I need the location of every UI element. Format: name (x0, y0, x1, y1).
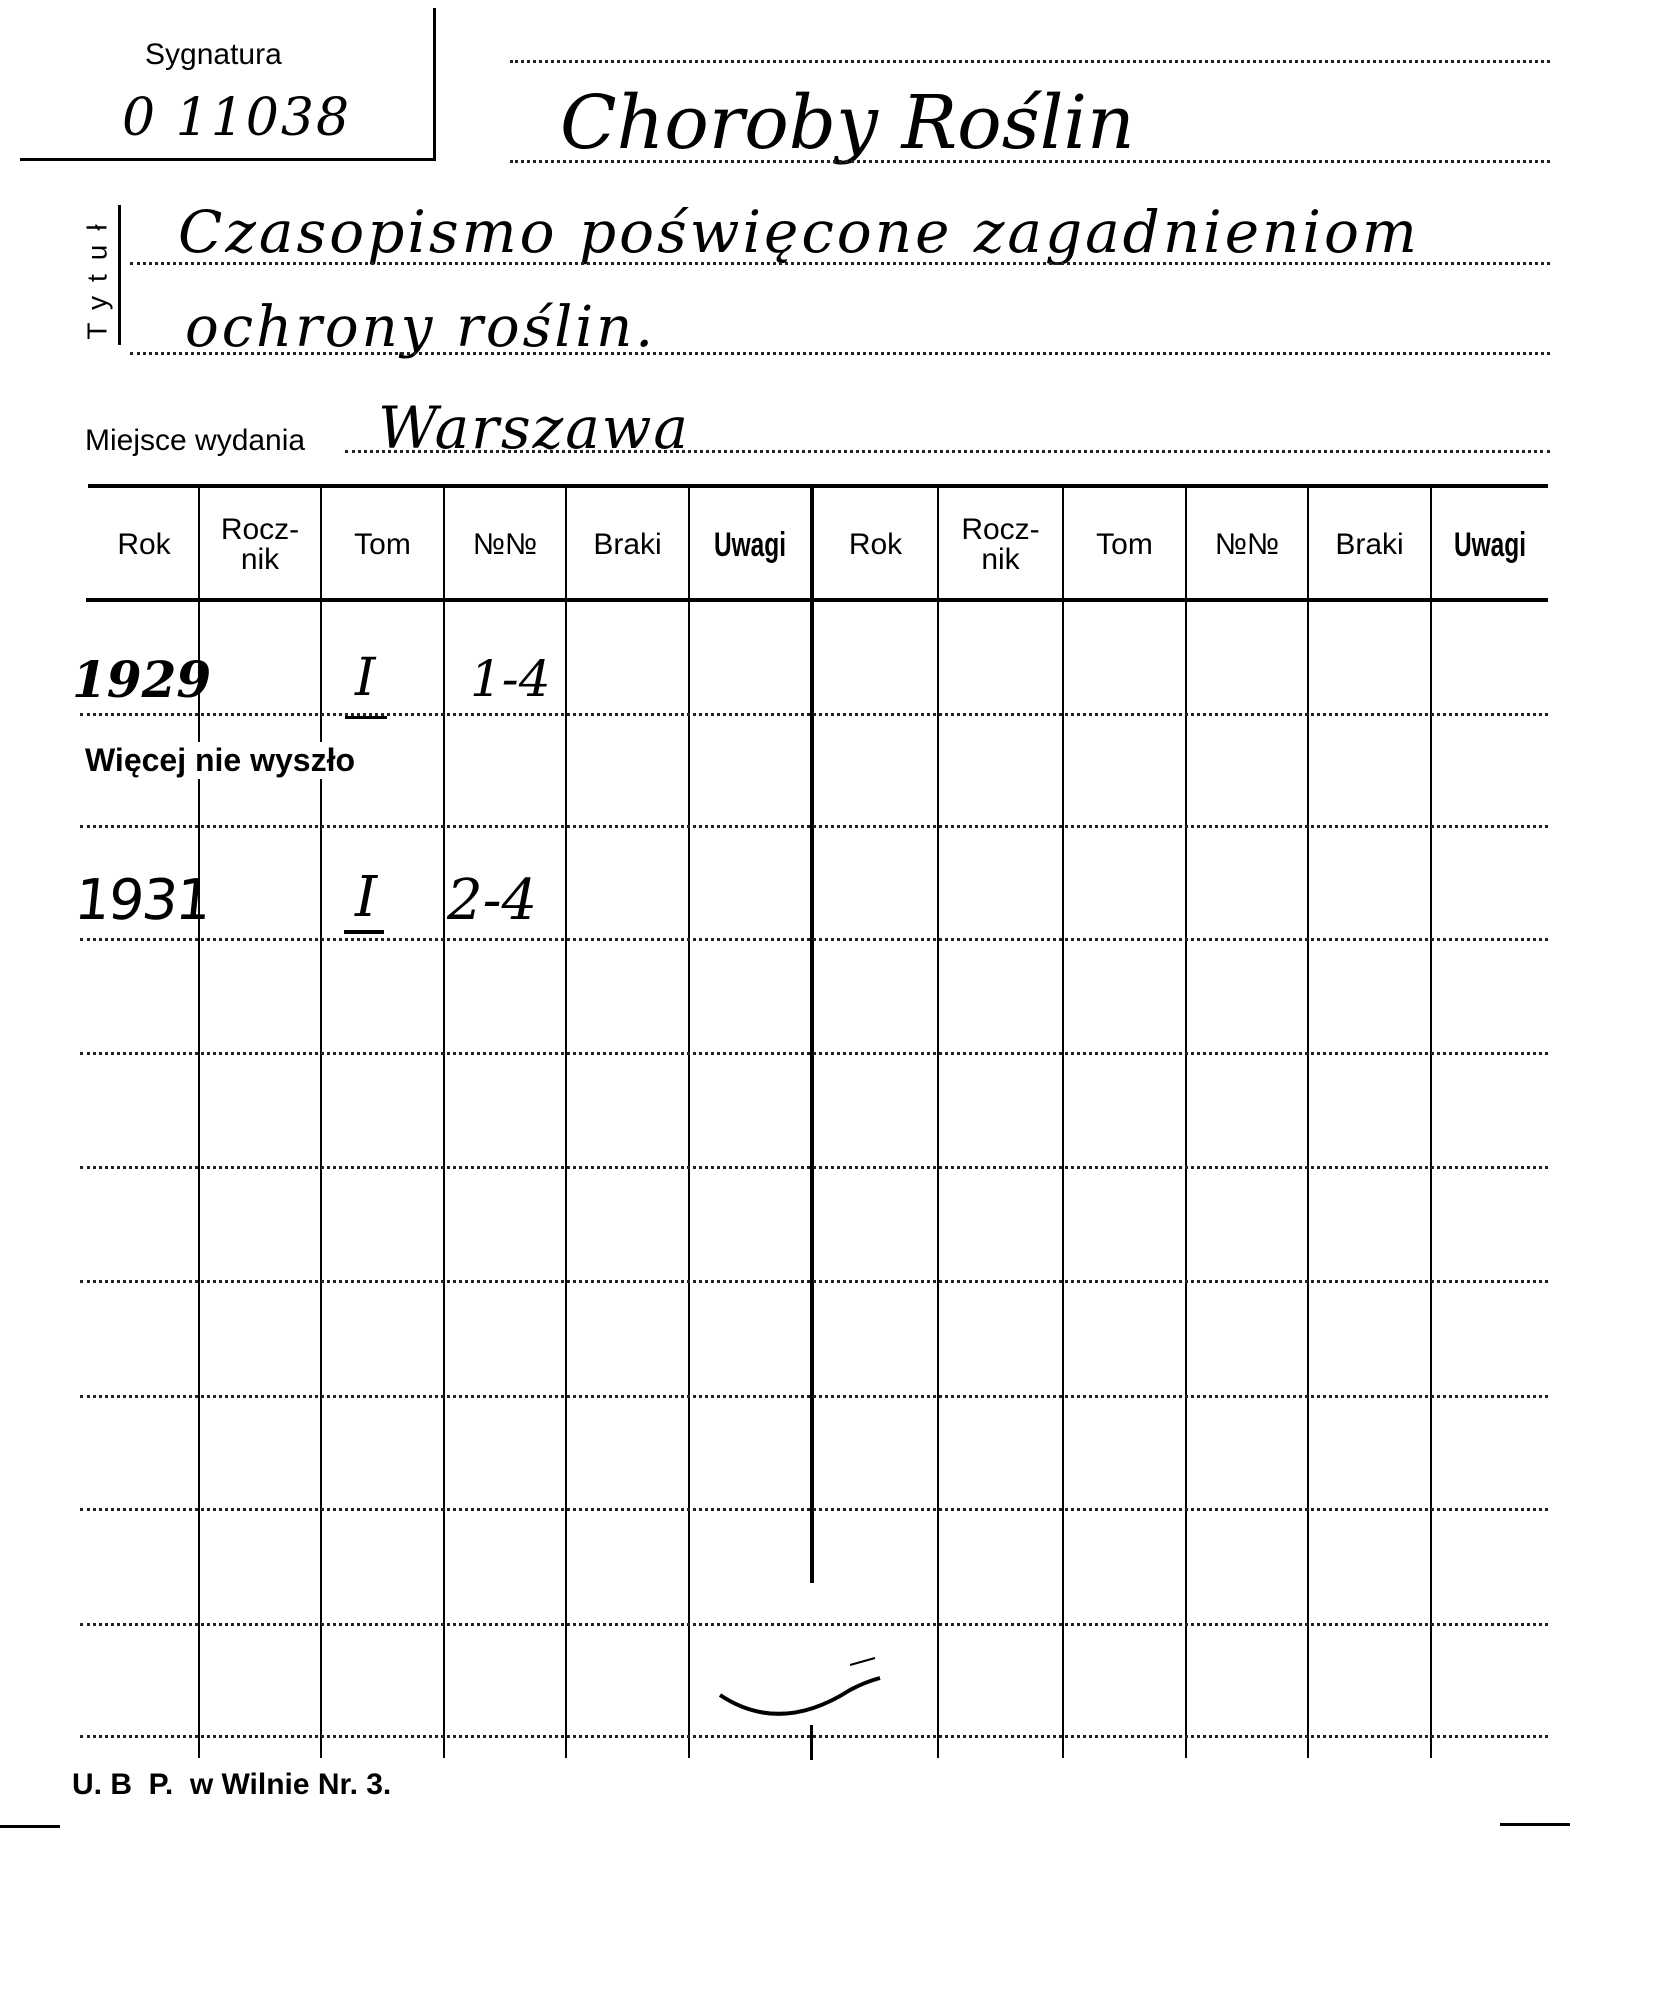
signature-label: Sygnatura (145, 38, 282, 71)
row1-numery: 1-4 (470, 650, 551, 708)
place-label: Miejsce wydania (85, 424, 306, 457)
signature-value: 0 11038 (122, 88, 352, 148)
edge-mark-left (0, 1825, 60, 1828)
col-divider-7 (937, 488, 939, 1758)
row3-rok: 1931 (71, 868, 213, 933)
col-header-rocznik-left-text: Rocz- nik (220, 513, 300, 576)
place-dotted-line (345, 450, 1550, 453)
col-header-uwagi-right: Uwagi (1453, 526, 1527, 564)
table-top-border (88, 484, 1548, 488)
title-line-2: ochrony roślin. (185, 295, 657, 360)
row3-tom-underline (344, 930, 384, 934)
col-divider-3 (443, 488, 445, 1758)
col-divider-2 (320, 488, 322, 1758)
row1-rok: 1929 (72, 650, 212, 709)
row3-tom: I (355, 865, 378, 930)
row-line-1 (80, 713, 1548, 716)
row-line-7 (80, 1395, 1548, 1398)
title-bracket (118, 205, 121, 345)
col-divider-11 (1430, 488, 1432, 1758)
title-dotted-line-1 (130, 262, 1550, 265)
col-divider-9 (1185, 488, 1187, 1758)
signature-box-bottom-border (20, 158, 436, 161)
col-header-rok-right: Rok (848, 528, 903, 561)
row-line-5 (80, 1166, 1548, 1169)
signature-box-right-border (433, 8, 436, 160)
col-header-braki-right: Braki (1335, 528, 1404, 561)
col-header-braki-left: Braki (593, 528, 662, 561)
table-header-bottom-border (86, 598, 1548, 602)
row-line-10 (80, 1735, 1548, 1738)
row-line-2 (80, 825, 1548, 828)
row1-tom-underline (345, 716, 387, 719)
col-header-numery-left: №№ (472, 528, 538, 561)
row1-tom: I (355, 648, 376, 708)
col-header-rok-left: Rok (117, 528, 171, 561)
col-divider-center-tail (810, 1725, 813, 1760)
title-dotted-line-2 (130, 352, 1550, 355)
title-line-1: Czasopismo poświęcone zagadnieniom (178, 198, 1420, 266)
row-line-3 (80, 938, 1548, 941)
col-header-rocznik-right-text: Rocz- nik (961, 513, 1040, 576)
top-dotted-line-2 (510, 160, 1550, 163)
row-line-9 (80, 1623, 1548, 1626)
col-divider-10 (1307, 488, 1309, 1758)
row2-note (85, 742, 359, 779)
row3-numery: 2-4 (447, 868, 538, 933)
col-header-rocznik-left (200, 505, 320, 585)
col-divider-center (810, 488, 814, 1583)
col-divider-4 (565, 488, 567, 1758)
col-header-tom-right: Tom (1096, 528, 1153, 561)
title-label: Tytuł (82, 210, 114, 340)
row-line-4 (80, 1052, 1548, 1055)
curved-mark (700, 1630, 900, 1720)
col-divider-5 (688, 488, 690, 1758)
col-header-numery-right: №№ (1214, 528, 1280, 561)
col-header-uwagi-left: Uwagi (713, 526, 787, 564)
row-line-6 (80, 1280, 1548, 1283)
top-dotted-line-1 (510, 60, 1550, 63)
row-line-8 (80, 1508, 1548, 1511)
row2-note-text: Więcej nie wyszło (85, 742, 356, 778)
card-title: Choroby Roślin (560, 80, 1135, 166)
edge-mark-right (1500, 1823, 1570, 1826)
col-divider-8 (1062, 488, 1064, 1758)
place-value: Warszawa (378, 394, 691, 462)
title-vertical-label (78, 200, 118, 350)
col-header-rocznik-right (939, 505, 1062, 585)
publisher-footer: U. B P. w Wilnie Nr. 3. (72, 1768, 392, 1801)
col-header-tom-left: Tom (354, 528, 411, 561)
